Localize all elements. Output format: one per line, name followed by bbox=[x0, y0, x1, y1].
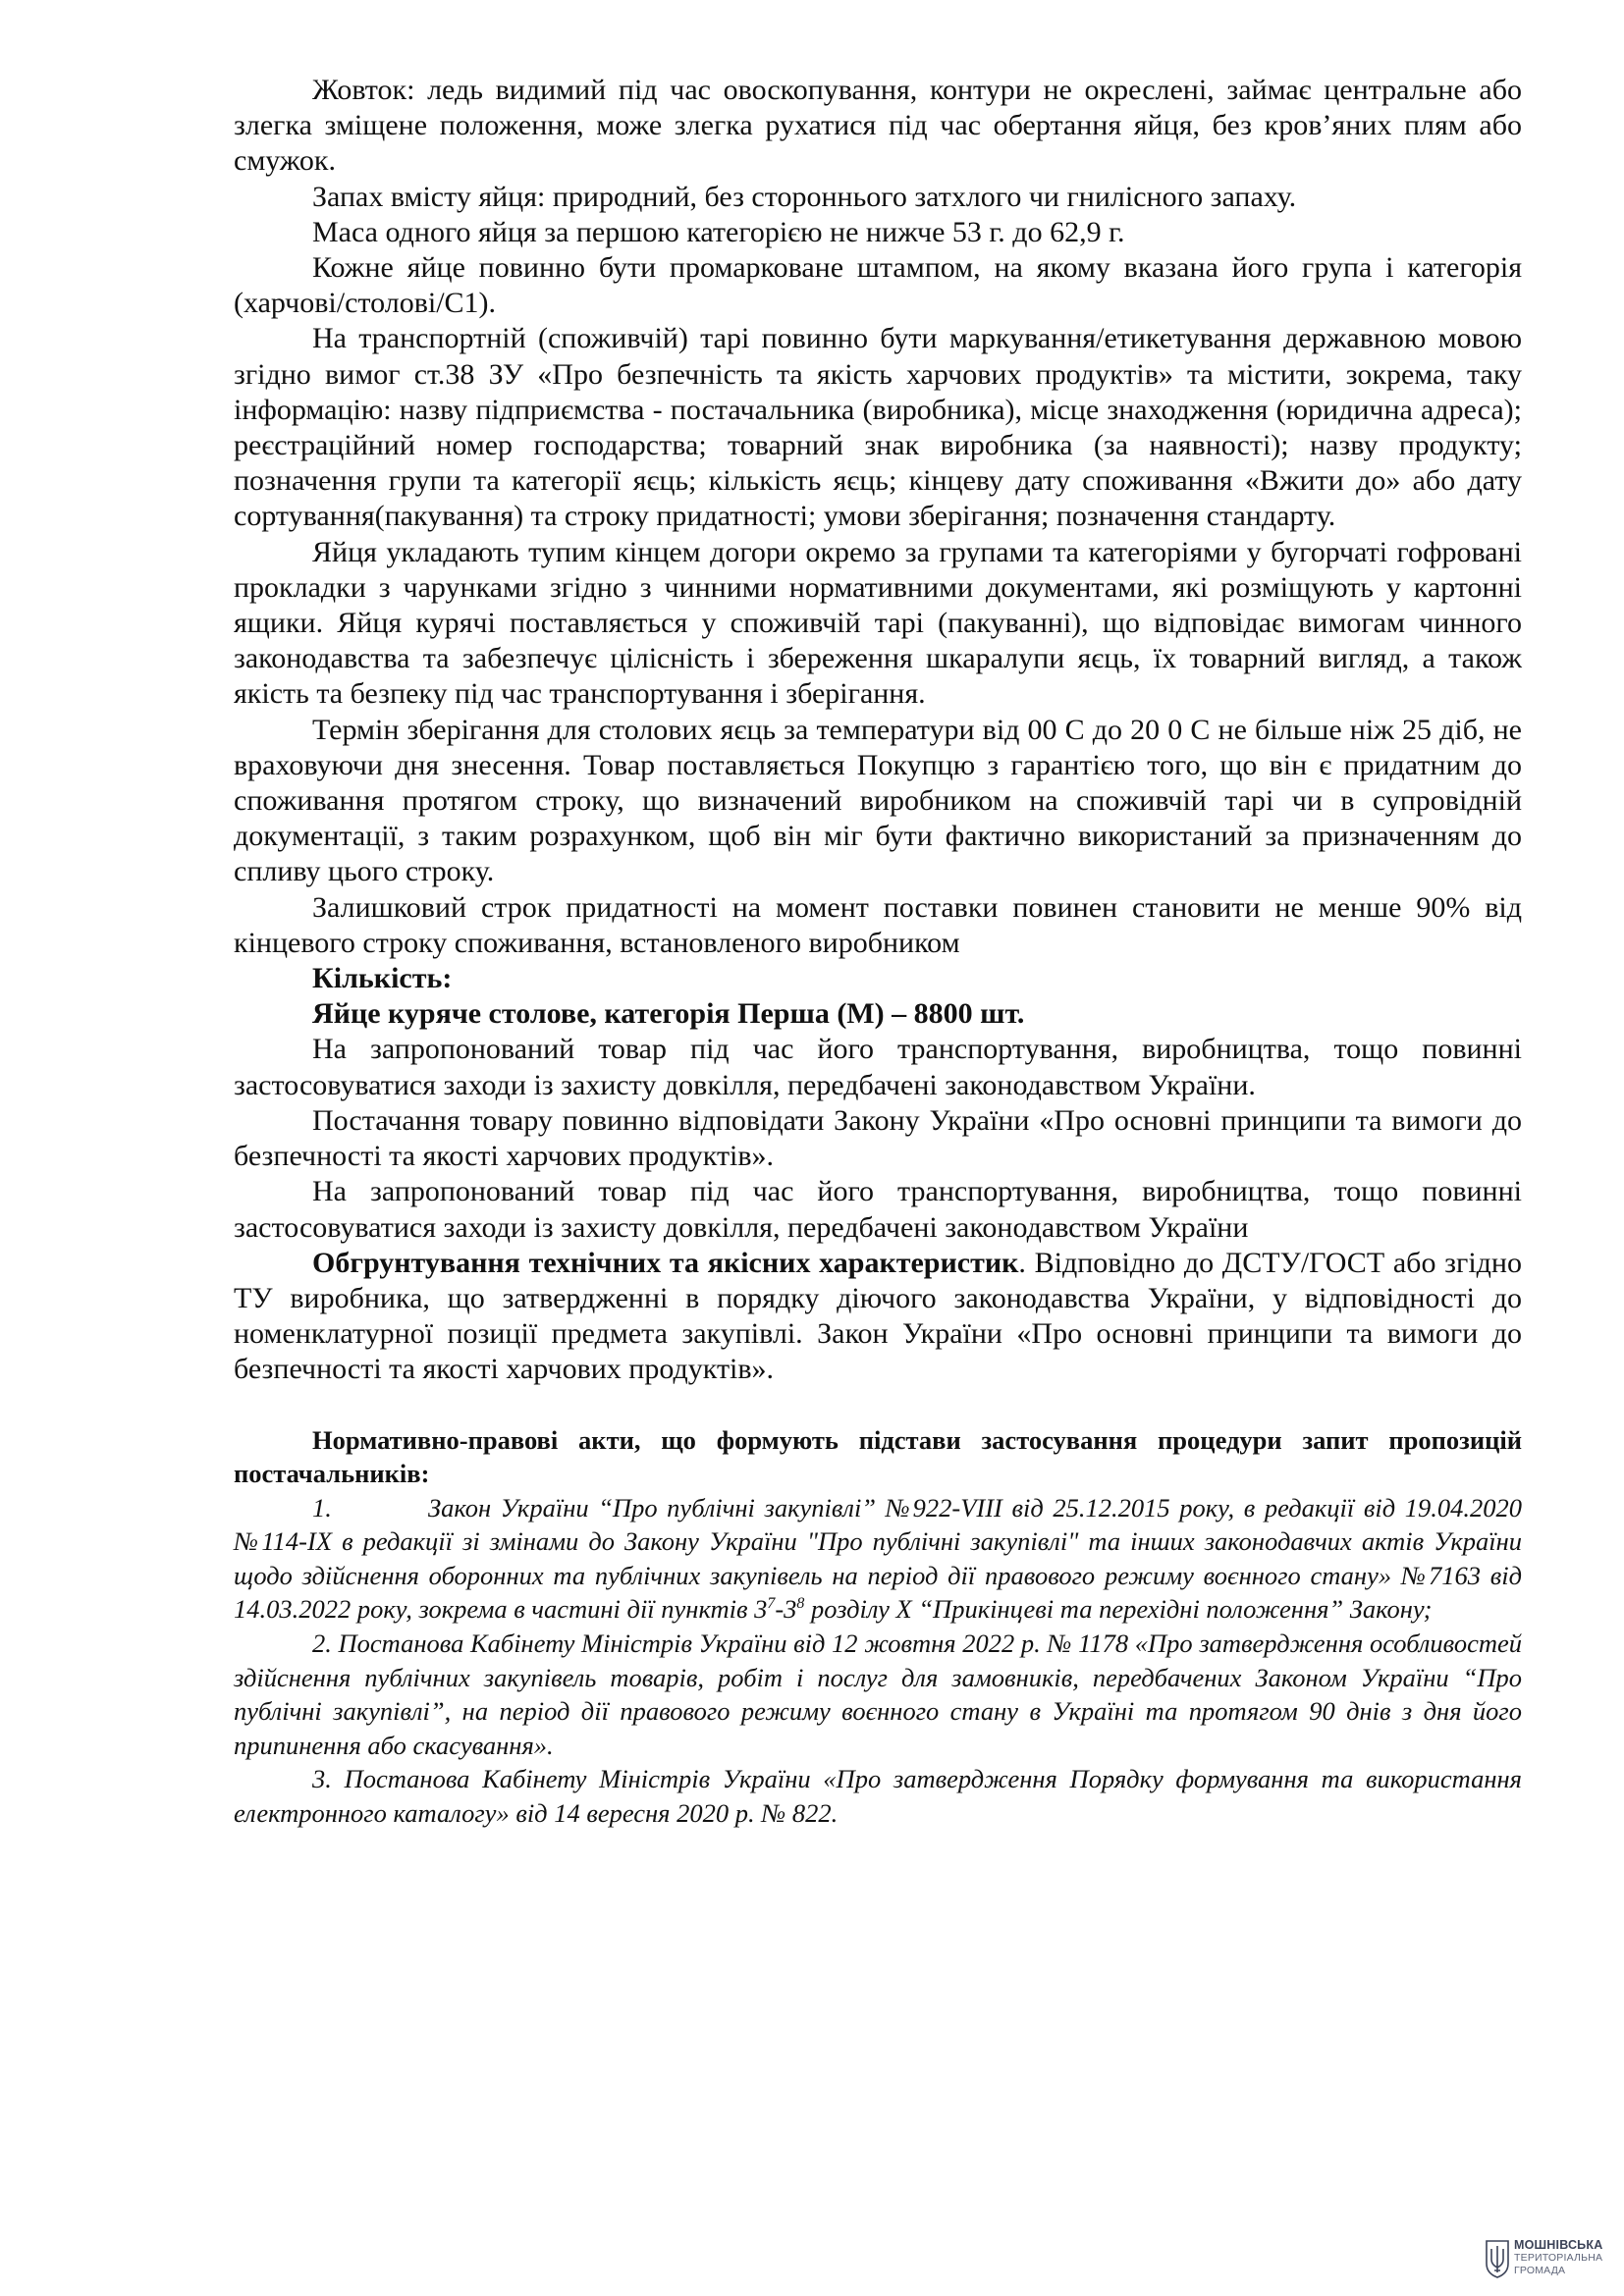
logo-line-1: МОШНІВСЬКА bbox=[1514, 2238, 1603, 2252]
storage-paragraph: Термін зберігання для столових яєць за температури від 00 С до 20 0 С не більше ніж 25 діб, не враховуючи дня знесення. Товар поставляється Покупцю з гарантією того, що він є придатним до споживання протягом строку, що визначений виробником на споживчій тарі чи в супровідній документації, з таким розрахунком, щоб він міг бути фактично використаний за призначенням до спливу цього строку. bbox=[234, 713, 1522, 888]
yolk-paragraph: Жовток: ледь видимий під час овоскопування, контури не окреслені, займає центральне або злегка зміщене положення, може злегка рухатися під час обертання яйця, без кров’яних плям або смужок. bbox=[234, 74, 1522, 178]
environment-paragraph-1: На запропонований товар під час його транспортування, виробництва, тощо повинні застосовуватися заходи із захисту довкілля, передбачені законодавством України. bbox=[234, 1033, 1522, 1101]
legal-item-1: 1. Закон України “Про публічні закупівлі” №922-VIII від 25.12.2015 року, в редакції від 19.04.2020 №114-IX в редакції зі змінами до Закону України "Про публічні закупівлі" та інших законодавчих актів України щодо здійснення оборонних та публічних закупівель на період дії правового режиму воєнного стану» №7163 від 14.03.2022 року, зокрема в частині дії пунктів $3^7-3^8$ розділу X “Прикінцеві та перехідні положення” Закону; bbox=[234, 1492, 1522, 1625]
legal-item-3: 3. Постанова Кабінету Міністрів України «Про затвердження Порядку формування та використання електронного каталогу» від 14 вересня 2020 р. № 822. bbox=[234, 1764, 1522, 1829]
document-page bbox=[234, 73, 1522, 1831]
logo-line-2: ТЕРИТОРІАЛЬНА bbox=[1514, 2252, 1603, 2264]
logo-line-3: ГРОМАДА bbox=[1514, 2265, 1566, 2276]
packing-paragraph: Яйця укладають тупим кінцем догори окремо за групами та категоріями у бугорчаті гофровані прокладки з чарунками згідно з чинними нормативними документами, які розміщують у картонні ящики. Яйця курячі поставляється у споживчій тарі (пакуванні), що відповідає вимогам чинного законодавства та забезпечує цілісність і збереження шкаралупи яєць, їх товарний вигляд, а також якість та безпеку під час транспортування і зберігання. bbox=[234, 535, 1522, 711]
mass-paragraph: Маса одного яйця за першою категорією не нижче 53 г. до 62,9 г. bbox=[312, 215, 1125, 248]
legal-heading: Нормативно-правові акти, що формують підстави застосування процедури запит пропозицій постачальників: bbox=[234, 1424, 1522, 1489]
justification-title: Обгрунтування технічних та якісних характеристик bbox=[312, 1246, 1019, 1279]
environment-paragraph-2: На запропонований товар під час його транспортування, виробництва, тощо повинні застосовуватися заходи із захисту довкілля, передбачені законодавством України bbox=[234, 1175, 1522, 1244]
smell-paragraph: Запах вмісту яйця: природний, без стороннього затхлого чи гнилісного запаху. bbox=[312, 180, 1297, 213]
trident-icon bbox=[1485, 2238, 1510, 2279]
quantity-item: Яйце куряче столове, категорія Перша (М) – 8800 шт. bbox=[312, 997, 1025, 1031]
justification-paragraph: Обгрунтування технічних та якісних характеристик. Відповідно до ДСТУ/ГОСТ або згідно ТУ виробника, що затвердженні в порядку діючого законодавства України, у відповідності до номенклатурної позиції предмета закупівлі. Закон України «Про основні принципи та вимоги до безпечності та якості харчових продуктів». bbox=[234, 1246, 1522, 1386]
stamp-paragraph: Кожне яйце повинно бути промарковане штампом, на якому вказана його група і категорія (харчові/столові/С1). bbox=[234, 251, 1522, 320]
community-logo bbox=[1485, 2236, 1614, 2285]
quantity-heading: Кількість: bbox=[312, 962, 453, 995]
labeling-paragraph: На транспортній (споживчій) тарі повинно бути маркування/етикетування державною мовою згідно вимог ст.38 ЗУ «Про безпечність та якість харчових продуктів» та містити, зокрема, таку інформацію: назву підприємства - постачальника (виробника), місце знаходження (юридична адреса); реєстраційний номер господарства; товарний знак виробника (за наявності); назву продукту; позначення групи та категорії яєць; кількість яєць; кінцеву дату споживання «Вжити до» або дату сортування(пакування) та строку придатності; умови зберігання; позначення стандарту. bbox=[234, 322, 1522, 533]
legal-item-2: 2. Постанова Кабінету Міністрів України від 12 жовтня 2022 р. № 1178 «Про затвердження особливостей здійснення публічних закупівель товарів, робіт і послуг для замовників, передбачених Законом України “Про публічні закупівлі”, на період дії правового режиму воєнного стану в Україні та протягом 90 днів з дня його припинення або скасування». bbox=[234, 1629, 1522, 1760]
shelf-life-paragraph: Залишковий строк придатності на момент поставки повинен становити не менше 90% від кінцевого строку споживання, встановленого виробником bbox=[234, 890, 1522, 959]
compliance-paragraph: Постачання товару повинно відповідати Закону України «Про основні принципи та вимоги до безпечності та якості харчових продуктів». bbox=[234, 1103, 1522, 1173]
